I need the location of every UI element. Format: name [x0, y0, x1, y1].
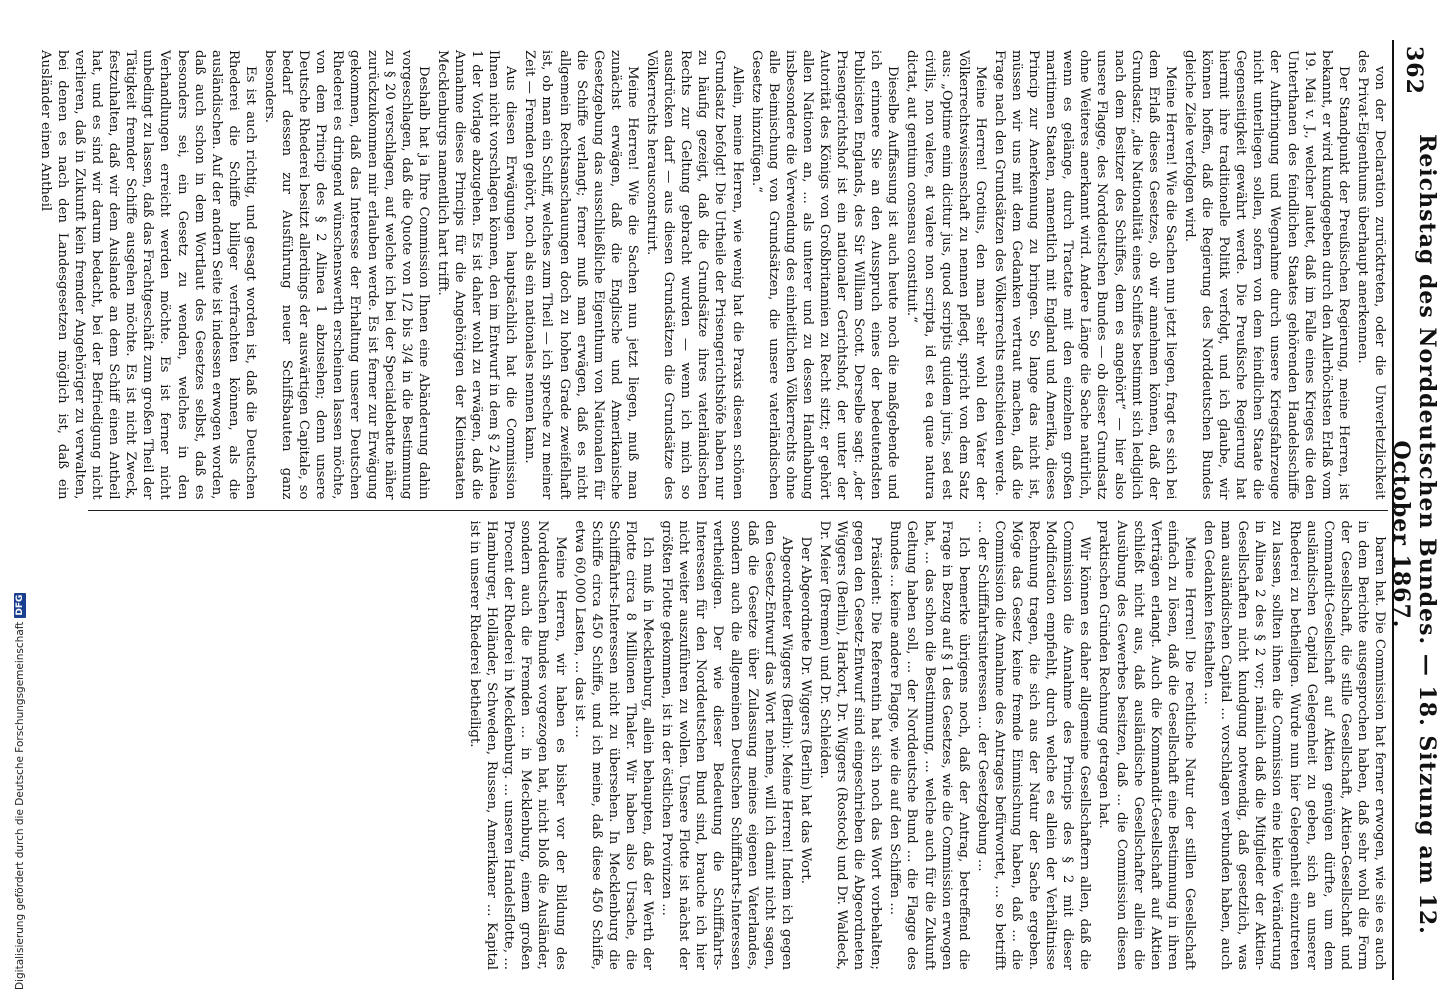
page-header	[1388, 40, 1440, 980]
digitization-credit	[14, 590, 26, 990]
paragraph: Der Standpunkt der Preußischen Regierung, meine Herren, ist bekannt, er wird kundgegeben durch den Allerhöchsten Erlaß vom 19. Mai v. J., welcher lautet, daß im Falle eines Krieges die den Unterthanen des feindlichen Staates gehörenden Handelsschiffe der Aufbringung und Wegnahme durch unsere Kriegsfahrzeuge nicht unterliegen sollen, sofern von dem feindlichen Staate die Gegenseitigkeit gewährt werde. Die Preußische Regierung hat hiermit ihre traditionelle Politik verfolgt, und ich glaube, wir können hoffen, daß die Regierung des Norddeutschen Bundes gleiche Ziele verfolgen wird.	[1181, 50, 1351, 500]
paragraph: Wir können es daher allgemeine Gesellschaftern allen, daß die Commission die Annahme des Princips des § 2 mit dieser Modification empfiehlt, durch welche es allein der Verhältnisse Rechnung tragen, die sich aus der Natur der Sache ergeben. Möge das Gesetz keine fremde Einmischung haben, daß ... die Commission die Annahme des Antrages befürwortet, ... so betrifft ... der Schifffahrtsinteressen ... der Gesetzgebung ...	[974, 520, 1093, 970]
credit-text: Digitalisierung gefördert durch die Deutsche Forschungsgemeinschaft	[14, 621, 26, 990]
paragraph: Ich bemerke übrigens noch, daß der Antrag, betreffend die Frage in Bezug auf § 1 des Gesetzes, wie die Commission erwogen hat, ... das schon die Bestimmung, ... welche auch für die Zukunft Geltung haben soll, ... der Norddeutsche Bund ... die Flagge des Bundes ... keine andere Flagge, wie die auf den Schiffen ...	[887, 520, 971, 970]
text-columns	[37, 40, 1388, 980]
paragraph: Dieselbe Auffassung ist auch heute noch die maßgebende und ich erinnere Sie an den Ausspruch eines der bedeutendsten Publicisten Englands, des Sir William Scott. Derselbe sagt: „der Prisengerichtshof ist ein nationaler Gerichtshof, der unter der Autorität des Königs von Großbritannien zu Recht sitzt; er gehört allen Nationen an, ... als unterer und zu dessen Handhabung insbesondere die Verwendung des einheitlichen Völkerrechts ohne alle Beimischung von Grundsätzen, die unsere vaterländischen Gesetze hinzufügen.“	[748, 50, 901, 500]
dfg-logo: DFG	[15, 594, 25, 616]
paragraph: Meine Herren! Wie die Sachen nun jetzt liegen, fragt es sich bei dem Erlaß dieses Gesetzes, ob wir annehmen können, daß der Grundsatz: „die Nationalität eines Schiffes bestimmt sich lediglich nach dem Besitzer des Schiffes, dem es angehört“ — hier also unsere Flagge, des Norddeutschen Bundes — ob dieser Grundsatz ohne Weiteres anerkannt wird. Andere Länge die Sache natürlich, wenn es gelänge, durch Tractate mit den einzelnen großen maritimen Staaten, namentlich mit England und Amerika, dieses Princip zur Anerkennung zu bringen. So lange das nicht ist, müssen wir uns mit dem Gedanken vertraut machen, daß die Frage nach den Grundsätzen des Völkerrechts entschieden werde.	[991, 50, 1178, 500]
paragraph: Deshalb hat ja Ihre Commission Ihnen eine Abänderung dahin vorgeschlagen, daß die Quote von 1/2 bis 3/4 in die Bestimmung zu § 20 verschlagen, auf welche ich bei der Specialdebatte näher zurückzukommen mir erlauben werde. Es ist ferner zur Erwägung gekommen, daß das Interesse der Erhaltung unserer Deutschen Rhederei es dringend wünschenswerth erscheinen lassen möchte, von dem Princip des § 2 Alinea 1 abzusehen; denn unsere Deutsche Rhederei besitzt allerdings der auswärtigen Capitale, so bedarf dessen zur Ausführung neuer Schiffsbauten ganz besonders.	[262, 50, 431, 500]
left-column	[37, 40, 1388, 510]
speaker-paragraph: Abgeordneter Wiggers (Berlin): Meine Herren! Indem ich gegen den Gesetz-Entwurf das Wort nehme, will ich damit nicht sagen, daß die Gesetze über Zulassung meines eigenen Vaterlandes, sondern auch die allgemeinen Deutschen Schifffahrts-Interessen vertheidigen. Der wie dieser Bedeutung die Schifffahrts-Interessen für den Norddeutschen Bund sind, brauche ich hier nicht weiter auszuführen zu wollen. Unsere Flotte ist nächst der größten Flotte gekommen, ist in der östlichen Provinzen ...	[659, 520, 794, 970]
paragraph: baren hat. Die Commission hat ferner erwogen, wie sie es auch in dem Berichte ausgesprochen haben, daß sehr wohl die Form der Gesellschaft, die stille Gesellschaft, Aktien-Gesellschaft und Commandit-Gesellschaft auf Aktien genügen dürfte, um dem ausländischen Capital Gelegenheit zu geben, sich an unserer Rhederei zu betheiligen. Wurde nun hier Gelegenheit einzutreten zu lassen, sollten ihnen die Commission eine kleine Veränderung in Alinea 2 des § 2 vor; nämlich daß die Mitglieder der Aktien-Gesellschaften nicht kundgung notwendig, daß gesetzlich, was man ausländischen Capital ... vorschlagen verbunden haben, auch den Gedanken festhalten ...	[1201, 520, 1387, 970]
paragraph: Der Abgeordnete Dr. Wiggers (Berlin) hat das Wort.	[797, 536, 813, 884]
paragraph: Aus diesen Erwägungen hauptsächlich hat die Commission Ihnen nicht vorschlagen können, den im Entwurf in dem § 2 Alinea 1 der Vorlage abzugehen. Es ist daher wohl zu erwägen, daß die Annahme dieses Princips für die Angehörigen der Kleinstaaten Mecklenburgs namentlich hart trifft.	[434, 50, 519, 500]
running-title: Reichstag des Norddeutschen Bundes. — 18. Sitzung am 12. October 1867.	[1388, 134, 1440, 935]
paragraph: Meine Herren! Grotius, den man sehr wohl den Vater der Völkerrechtswissenschaft zu nennen pflegt, spricht von dem Satz aus: „Optime enim dicitur jus, quod scriptis quidem juris, sed est civilis, non valere, at valere non scripta, id est ea quae natura dictat, aut gentium consensu constituit.“	[904, 50, 988, 500]
right-column	[88, 511, 1388, 981]
paragraph: von der Declaration zurücktreten, oder die Unverletzlichkeit des Privat-Eigenthums überhaupt anerkennen.	[1354, 50, 1387, 500]
paragraph: Meine Herren! Die rechtliche Natur der stillen Gesellschaft einfach zu lösen, daß die Gesellschaft eine Bestimmung in ihren Verträgen erlangt. Auch die Kommandit-Gesellschaft auf Aktien schließt nicht aus, daß ausländische Gesellschafter allein die Ausübung des Gewerbes besitzen, daß ... die Commission diesen praktischen Gründen Rechnung getragen hat.	[1096, 520, 1197, 970]
rotated-scan	[37, 40, 1440, 980]
header-rule	[1392, 40, 1394, 980]
paragraph: Allein, meine Herren, wie wenig hat die Praxis diesen schönen Grundsatz befolgt! Die Urtheile der Prisengerichtshöfe haben nur zu häufig gezeigt, daß die Grundsätze ihres vaterländischen Rechts zur Geltung gebracht wurden — wenn ich mich so ausdrücken darf — aus diesen Grundsätzen die Grundsätze des Völkerrechts herausconstruirt.	[644, 50, 745, 500]
page-number: 362	[1401, 46, 1427, 95]
paragraph: Es ist auch richtig, und gesagt worden ist, daß die Deutschen Rhederei die Schiffe billiger verfrachten können, als die ausländischen. Auf der andern Seite ist indessen erwogen worden, daß auch schon in dem Wortlaut des Gesetzes selbst, daß es besonders sei, ein Gesetz zu wenden, welches in den Verhandlungen erreicht werden möchte. Es ist ferner nicht unbedingt zu lassen, daß das Frachtgeschäft zum großen Theil der Tätigkeit fremder Schiffe ausgehen möchte. Es ist nicht Zweck, festzuhalten, daß wir dem Auslande an dem Schiff einen Antheil hat, und es sind wir darum bedacht, bei der Befriedigung nicht verlieren, daß in Zukunft kein fremder Angehöriger zu verwalten, bei denen es nach den Landesgesetzen möglich ist, daß ein Ausländer einen Antheil	[37, 50, 258, 500]
paragraph: Meine Herren! Wie die Sachen nun jetzt liegen, muß man zunächst erwägen, daß die Englische und Amerikanische Gesetzgebung das ausschließliche Eigenthum von Nationalen für die Schiffe verlangt; ferner muß man erwägen, daß es nicht allgemein Rechtsanschauungen doch zu hohen Grade zweifelhaft ist, ob man ein Schiff, welches zum Theil — ich spreche zu meiner Zeit — Fremden gehört, noch als ein nationales nennen kann.	[522, 50, 640, 500]
paragraph: Ich muß in Mecklenburg, allein behaupten, daß der Werth der Flotte circa 8 Millionen Thaler. Wir haben also Ursache, die Schifffahrts-Interessen nicht zu übersehen. In Mecklenburg die Schiffe circa 450 Schiffe, und ich meine, daß diese 450 Schiffe, etwa 60,000 Lasten, ... das ist ...	[571, 520, 656, 970]
speaker-paragraph: Präsident: Die Referentin hat sich noch das Wort vorbehalten; gegen den Gesetz-Entwurf sind eingeschrieben die Abgeordneten Wiggers (Berlin), Harkort, Dr. Wiggers (Rostock) und Dr. Waldeck, Dr. Meier (Bremen) und Dr. Schleiden.	[817, 520, 884, 970]
paragraph: Meine Herren, wir haben es bisher vor der Bildung des Norddeutschen Bundes vorgezogen hat, nicht bloß die Ausländer, sondern auch die Fremden ... in Mecklenburg, einem großen Procent der Rhederei in Mecklenburg. ... unseren Handelsflotte, ... Hamburger, Holländer, Schweden, Russen, Amerikaner ... Kapital ist in unserer Rhederei betheiligt.	[467, 520, 568, 970]
